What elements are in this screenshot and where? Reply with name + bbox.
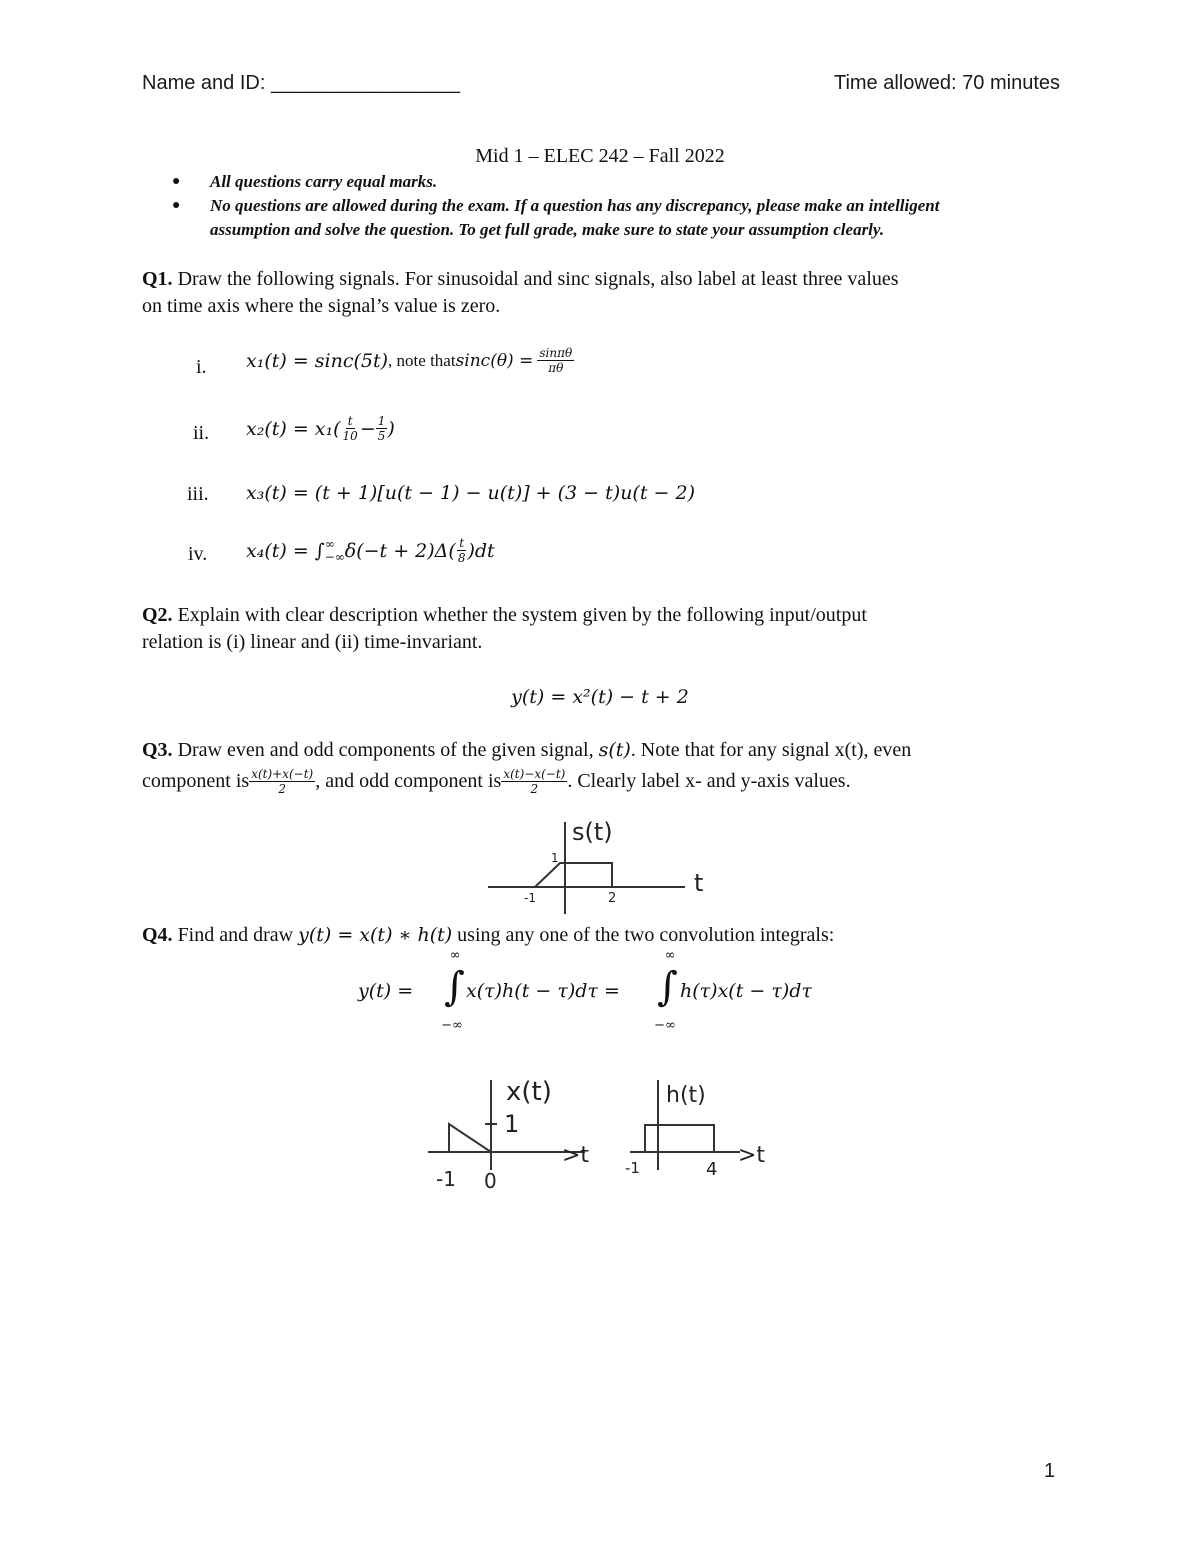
q2-equation: y(t) = x²(t) − t + 2 <box>511 686 689 708</box>
q3-label: Q3. <box>142 739 173 761</box>
q3-prompt-cont: . Note that for any signal x(t), even <box>630 739 912 761</box>
x-signal-curve <box>449 1124 491 1152</box>
q1-item-expr: x₁(t) = sinc(5t) <box>246 349 389 372</box>
q4-integrand-1: x(τ)h(t − τ)dτ = <box>466 980 620 1002</box>
exam-title: Mid 1 – ELEC 242 – Fall 2022 <box>475 145 725 167</box>
q1-item-num: ii. <box>193 422 210 444</box>
q4-text-line1 <box>142 924 834 947</box>
fraction-denominator: 2 <box>530 782 539 796</box>
q1-item-expr: x₄(t) = ∫ <box>246 539 325 562</box>
q4-eq-lhs: y(t) = <box>358 980 414 1002</box>
instruction-text: No questions are allowed during the exam. If a question has any discrepancy, please make an intelligent <box>210 196 940 215</box>
q3-signal: s(t) <box>598 739 631 761</box>
minus-sign: − <box>359 417 376 440</box>
q2-prompt: Explain with clear description whether the system given by the following input/output <box>172 604 867 626</box>
q2-text-line2: relation is (i) linear and (ii) time-invariant. <box>142 631 483 653</box>
t-axis-label: >t <box>562 1143 590 1168</box>
q1-label: Q1. <box>142 268 173 290</box>
name-id-line <box>142 72 460 95</box>
fraction-numerator: t <box>459 536 465 550</box>
q1-item-ii <box>246 414 395 443</box>
q1-item-iv <box>246 536 495 565</box>
x-of-t-figure <box>420 1070 600 1195</box>
integral-upper: ∞ <box>664 948 676 963</box>
fraction-numerator: x(t)+x(−t) <box>251 767 314 781</box>
odd-fraction <box>501 767 567 796</box>
tick-y-label: 1 <box>504 1110 520 1138</box>
s-title: s(t) <box>572 818 613 846</box>
time-allowed: Time allowed: 70 minutes <box>833 72 1060 94</box>
x-title: x(t) <box>506 1077 552 1107</box>
bullet-icon: ● <box>172 198 181 213</box>
name-id-label: Name and ID: <box>142 72 271 94</box>
tick-neg-label: -1 <box>524 891 536 905</box>
q1-item-note: , note that <box>388 350 456 370</box>
q2-label: Q2. <box>142 604 173 626</box>
h-of-t-figure <box>620 1070 780 1180</box>
fraction-numerator: t <box>347 414 353 428</box>
bullet-icon: ● <box>172 174 181 189</box>
q3-component-text: , and odd component is <box>315 770 502 792</box>
q1-item-i <box>246 346 574 375</box>
instruction-text: assumption and solve the question. To get full grade, make sure to state your assumption clearly. <box>210 220 885 239</box>
tick-neg-label: -1 <box>436 1167 456 1191</box>
fraction-numerator: sinπθ <box>539 346 573 360</box>
even-fraction <box>249 767 315 796</box>
integral-sign: ∫ <box>657 964 678 1010</box>
t-axis-label: >t <box>738 1143 766 1168</box>
fraction-denominator: 10 <box>342 429 358 443</box>
s-signal-curve <box>535 863 612 887</box>
tick-zero-label: 0 <box>484 1169 497 1193</box>
integral-lower: −∞ <box>324 549 345 564</box>
fraction-denominator: 2 <box>278 782 287 796</box>
h-title: h(t) <box>666 1083 706 1108</box>
q1-item-num: iii. <box>187 483 209 505</box>
q1-item-expr-mid: δ(−t + 2)Δ( <box>344 539 456 562</box>
q1-item-expr-end: )dt <box>467 539 495 562</box>
sinc-fraction <box>537 346 574 375</box>
integral-upper: ∞ <box>324 536 335 551</box>
tick-neg-label: -1 <box>625 1159 640 1177</box>
q1-item-expr-end: ) <box>387 417 395 440</box>
q1-item-expr: x₂(t) = x₁( <box>246 417 341 440</box>
fraction <box>341 414 360 443</box>
fraction-denominator: πθ <box>548 361 564 375</box>
q1-text-line1 <box>142 268 899 291</box>
integral-limits <box>325 538 345 564</box>
q1-prompt: Draw the following signals. For sinusoidal and sinc signals, also label at least three values <box>172 268 899 290</box>
fraction-denominator: 8 <box>457 551 466 565</box>
tick-pos-label: 2 <box>608 891 617 906</box>
q4-convolution: y(t) = x(t) ∗ h(t) <box>298 924 453 946</box>
q2-text-line1 <box>142 604 867 627</box>
q3-text-line1 <box>142 739 911 762</box>
tick-pos-label: 4 <box>706 1159 718 1180</box>
q1-item-num: i. <box>196 356 207 378</box>
integral-lower: −∞ <box>441 1018 463 1033</box>
q1-item-iii: x₃(t) = (t + 1)[u(t − 1) − u(t)] + (3 − t)u(t − 2) <box>246 482 695 504</box>
t-axis-label: t <box>694 869 704 897</box>
fraction-numerator: x(t)−x(−t) <box>503 767 566 781</box>
page-number: 1 <box>1044 1460 1056 1482</box>
q3-prompt: Draw even and odd components of the given signal, <box>172 739 599 761</box>
q1-text-line2: on time axis where the signal’s value is zero. <box>142 295 501 317</box>
fraction-denominator: 5 <box>377 429 386 443</box>
s-of-t-figure <box>480 812 730 920</box>
q4-label: Q4. <box>142 924 173 946</box>
integral-lower: −∞ <box>654 1018 676 1033</box>
fraction <box>376 414 388 443</box>
fraction <box>456 536 468 565</box>
q1-item-num: iv. <box>188 543 208 565</box>
fraction-numerator: 1 <box>377 414 386 428</box>
q4-prompt: Find and draw <box>172 924 299 946</box>
q4-prompt-cont: using any one of the two convolution integrals: <box>452 924 835 946</box>
tick-y-label: 1 <box>551 851 559 865</box>
q3-text-line2 <box>142 767 851 796</box>
instruction-text: All questions carry equal marks. <box>210 172 438 191</box>
q4-integrand-2: h(τ)x(t − τ)dτ <box>680 980 812 1002</box>
integral-sign: ∫ <box>444 964 465 1010</box>
name-id-blank: _________________ <box>270 72 461 94</box>
q3-component-text: . Clearly label x- and y-axis values. <box>567 770 851 792</box>
q1-item-note-expr: sinc(θ) = <box>455 350 534 371</box>
integral-upper: ∞ <box>449 948 461 963</box>
h-signal-curve <box>645 1125 714 1152</box>
q3-component-text: component is <box>142 770 250 792</box>
